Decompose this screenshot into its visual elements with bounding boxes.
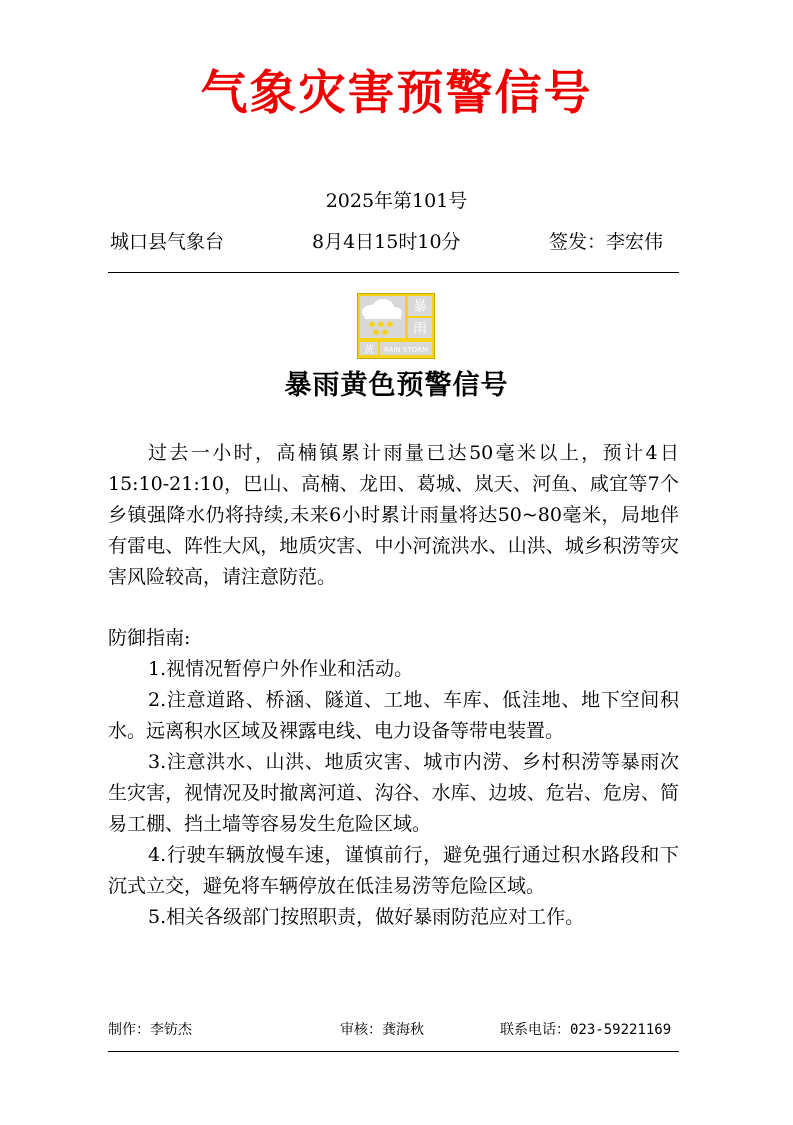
icon-caption-en: RAIN STORM <box>383 346 429 354</box>
guide-item: 3.注意洪水、山洪、地质灾害、城市内涝、乡村积涝等暴雨次生灾害，视情况及时撤离河道、沟谷、水库、边坡、危岩、危房、简易工棚、挡土墙等容易发生危险区域。 <box>108 751 679 835</box>
icon-caption-cn: 黄 <box>364 345 374 356</box>
guide-item: 5.相关各级部门按照职责，做好暴雨防范应对工作。 <box>148 906 585 928</box>
issue-number: 2025年第101号 <box>325 190 468 212</box>
guide-heading: 防御指南: <box>108 627 191 649</box>
header-divider <box>108 272 679 273</box>
guide-item: 2.注意道路、桥涵、隧道、工地、车库、低洼地、地下空间积水。远离积水区域及裸露电线、电力设备等带电装置。 <box>108 689 679 742</box>
footer-phone: 联系电话：023-59221169 <box>500 1022 672 1038</box>
guide-item: 4.行驶车辆放慢车速，谨慎前行，避免强行通过积水路段和下沉式立交，避免将车辆停放在低洼易涝等危险区域。 <box>108 844 679 897</box>
footer-producer: 制作：李钫杰 <box>108 1022 192 1038</box>
document-title: 气象灾害预警信号 <box>200 66 593 121</box>
icon-char-top: 暴 <box>413 299 427 315</box>
signal-title: 暴雨黄色预警信号 <box>284 370 509 401</box>
icon-char-bottom: 雨 <box>413 321 427 337</box>
footer-reviewer: 审核：龚海秋 <box>340 1022 424 1038</box>
guide-list <box>108 654 679 933</box>
issuing-office: 城口县气象台 <box>110 231 225 253</box>
signer: 签发：李宏伟 <box>549 231 664 253</box>
footer-divider <box>108 1051 679 1052</box>
issue-datetime: 8月4日15时10分 <box>312 231 461 253</box>
rainstorm-yellow-icon <box>357 293 435 359</box>
guide-item: 1.视情况暂停户外作业和活动。 <box>148 658 414 680</box>
warning-paragraph: 过去一小时，高楠镇累计雨量已达50毫米以上，预计4日15:10-21:10，巴山、高楠、龙田、葛城、岚天、河鱼、咸宜等7个乡镇强降水仍将持续,未来6小时累计雨量将达50~80毫米，局地伴有雷电、阵性大风，地质灾害、中小河流洪水、山洪、城乡积涝等灾害风险较高，请注意防范。 <box>108 442 679 588</box>
